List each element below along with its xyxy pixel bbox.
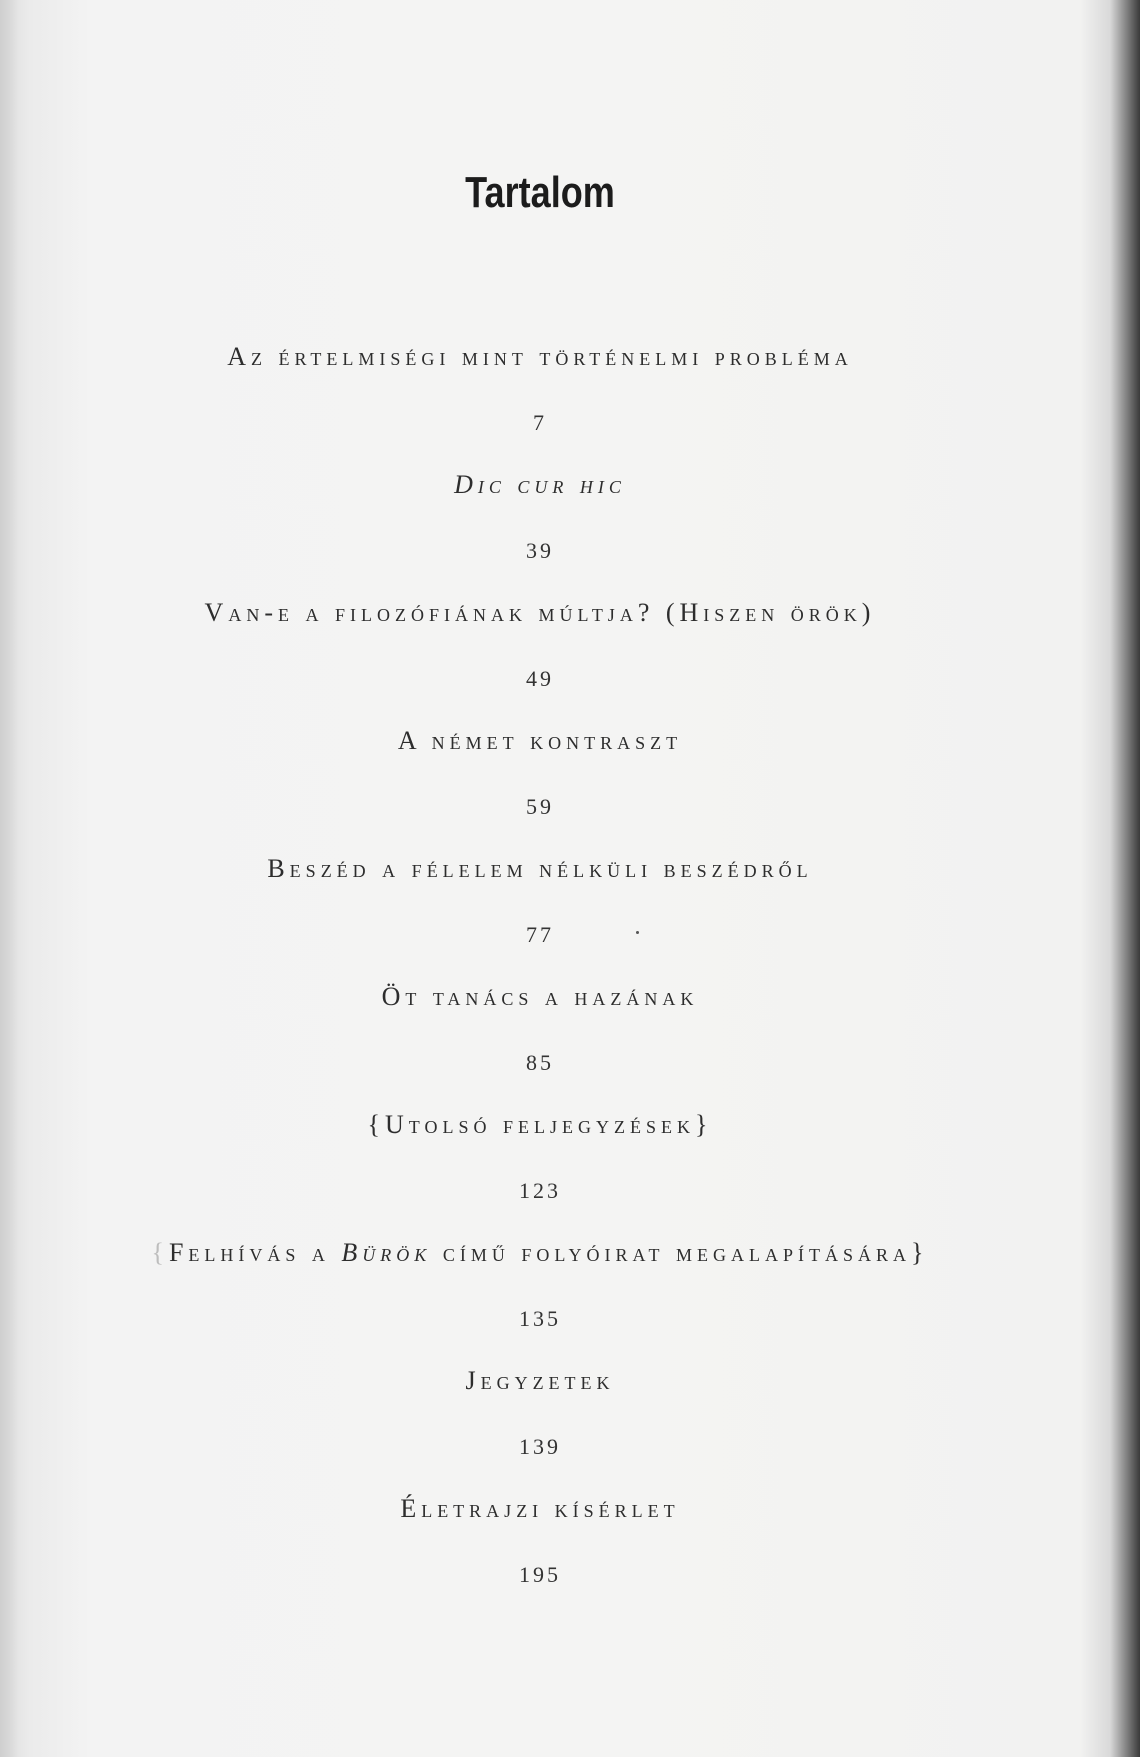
toc-entry-page: 85 bbox=[526, 1050, 554, 1075]
toc-entry-page: 7 bbox=[533, 410, 547, 435]
toc-entry bbox=[0, 854, 1080, 948]
toc-entry-title: Jegyzetek bbox=[465, 1366, 615, 1395]
stray-dot bbox=[636, 931, 639, 934]
toc-entry-title-part: Felhívás a bbox=[168, 1238, 342, 1267]
toc-entry-page: 139 bbox=[519, 1434, 561, 1459]
toc-entry bbox=[0, 726, 1080, 820]
toc-entry-page: 195 bbox=[519, 1562, 561, 1587]
page-title: Tartalom bbox=[465, 168, 615, 217]
toc-entry-title bbox=[0, 1238, 1080, 1268]
toc-entry-page: 135 bbox=[519, 1306, 561, 1331]
toc-entry-page: 49 bbox=[526, 666, 554, 691]
toc-entry-title: Az értelmiségi mint történelmi probléma bbox=[227, 342, 853, 371]
toc-entry-page: 77 bbox=[526, 922, 554, 947]
toc-entry bbox=[0, 342, 1080, 436]
toc-entry bbox=[0, 982, 1080, 1076]
toc-entry-page: 39 bbox=[526, 538, 554, 563]
toc-entry-title: A német kontraszt bbox=[397, 726, 683, 755]
toc-entry-brace: { bbox=[151, 1238, 169, 1267]
toc-entry bbox=[0, 1110, 1080, 1204]
toc-entry bbox=[0, 1238, 1080, 1332]
toc-entry bbox=[0, 1366, 1080, 1460]
toc-entry-title: Öt tanács a hazának bbox=[381, 982, 699, 1011]
toc-entry bbox=[0, 1494, 1080, 1588]
toc-entry-title-italic: Bürök bbox=[341, 1238, 432, 1267]
toc-entry-title: Van-e a filozófiának múltja? (Hiszen örök) bbox=[204, 598, 876, 627]
toc-entry-page: 123 bbox=[519, 1178, 561, 1203]
toc-entry bbox=[0, 470, 1080, 564]
toc-entry-title: {Utolsó feljegyzések} bbox=[367, 1110, 713, 1139]
toc-entry-title: Beszéd a félelem nélküli beszédről bbox=[267, 854, 813, 883]
toc-entry-page: 59 bbox=[526, 794, 554, 819]
toc-entry-title: Életrajzi kísérlet bbox=[400, 1494, 680, 1523]
toc-entry-title-part: című folyóirat megalapítására} bbox=[431, 1238, 929, 1267]
toc-entry-title: Dic cur hic bbox=[454, 470, 626, 499]
toc-entry bbox=[0, 598, 1080, 692]
